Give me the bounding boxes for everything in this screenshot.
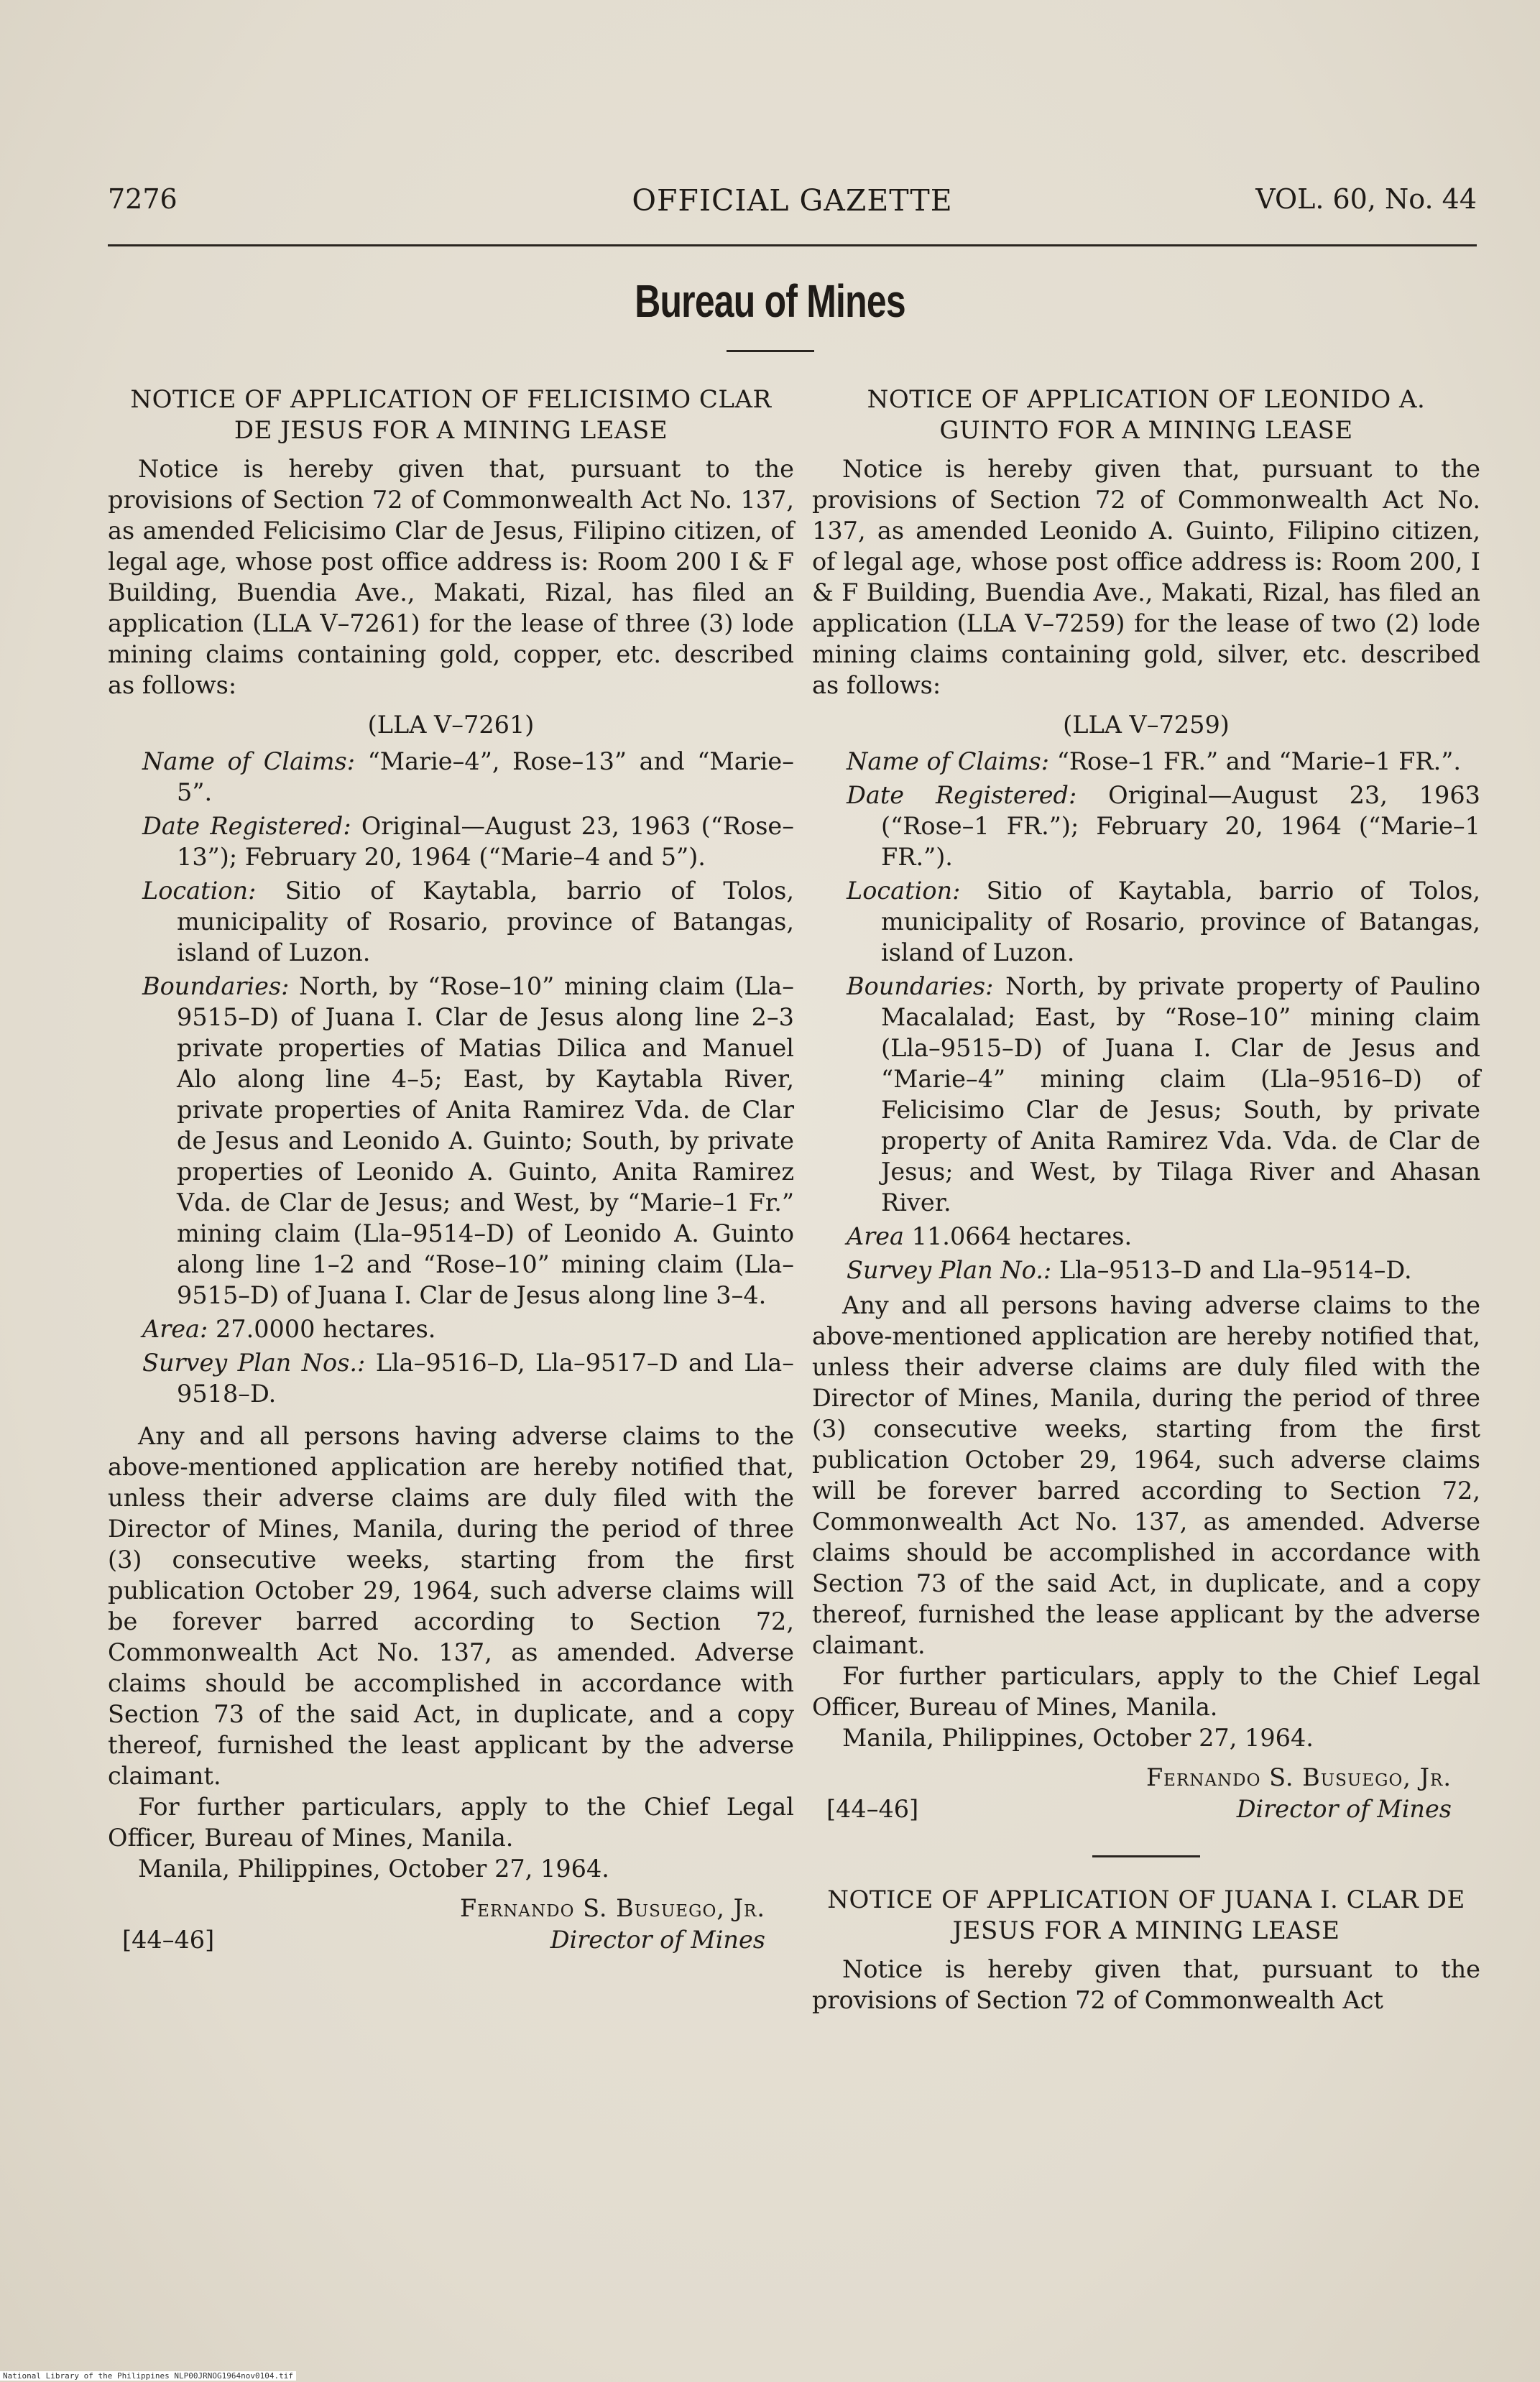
- notice-intro: Notice is hereby given that, pursuant to the provisions of Section 72 of Commonwealth Act No. 137, as amended Felicisimo Clar de Jesus, Filipino citizen, of legal age, whose post office address is: Room 200 I & F Building, Buendia Ave., Makati, Rizal, has filed an application (LLA V–7261) for the lease of three (3) lode mining claims containing gold, copper, etc. described as follows:: [108, 455, 794, 699]
- volume-label: VOL. 60, No. 44: [1255, 183, 1477, 215]
- signer-title: Director of Mines: [550, 1926, 765, 1954]
- signer-name: Fernando S. Busuego, Jr.: [459, 1894, 765, 1922]
- dateline: Manila, Philippines, October 27, 1964.: [842, 1724, 1314, 1752]
- signer-title: Director of Mines: [1236, 1795, 1452, 1823]
- date-text: Original—August 23, 1963 (“Rose–13”); February 20, 1964 (“Marie–4 and 5”).: [177, 812, 794, 871]
- boundaries-text: North, by “Rose–10” mining claim (Lla–9515–D) of Juana I. Clar de Jesus along line 2–3 private properties of Matias Dilica and Manuel Alo along line 4–5; East, by Kaytabla River, private properties of Anita Ramirez Vda. de Clar de Jesus and Leonido A. Guinto; South, by private properties of Leonido A. Guinto, Anita Ramirez Vda. de Clar de Jesus; and West, by “Marie–1 Fr.” mining claim (Lla–9514–D) of Leonido A. Guinto along line 1–2 and “Rose–10” mining claim (Lla–9515–D) of Juana I. Clar de Jesus along line 3–4.: [177, 972, 794, 1309]
- notice-title: NOTICE OF APPLICATION OF FELICISIMO CLAR DE JESUS FOR A MINING LEASE: [130, 385, 772, 445]
- signature-block: [108, 1894, 794, 1960]
- claims-text: “Marie–4”, Rose–13” and “Marie–5”.: [177, 747, 794, 806]
- location-text: Sitio of Kaytabla, barrio of Tolos, municipality of Rosario, province of Batangas, island of Luzon.: [881, 877, 1480, 966]
- further-particulars: For further particulars, apply to the Chief Legal Officer, Bureau of Mines, Manila.: [812, 1662, 1480, 1721]
- survey-label: Survey Plan No.:: [847, 1256, 1052, 1284]
- claims-entry: [108, 746, 794, 808]
- header-rule: [108, 244, 1477, 246]
- location-label: Location:: [142, 877, 257, 905]
- boundaries-text: North, by private property of Paulino Macalalad; East, by “Rose–10” mining claim (Lla–9515–D) of Juana I. Clar de Jesus and “Marie–4” mining claim (Lla–9516–D) of Felicisimo Clar de Jesus; South, by private property of Anita Ramirez Vda. Vda. de Clar de Jesus; and West, by Tilaga River and Ahasan River.: [881, 972, 1480, 1217]
- location-entry: [812, 875, 1480, 968]
- adverse-claims-paragraph: Any and all persons having adverse claims to the above-mentioned application are hereby notified that, unless their adverse claims are duly filed with the Director of Mines, Manila, during the period of three (3) consecutive weeks, starting from the first publication October 29, 1964, such adverse claims will be forever barred according to Section 72, Commonwealth Act No. 137, as amended. Adverse claims should be accomplished in accordance with Section 73 of the said Act, in duplicate, and a copy thereof, furnished the lease applicant by the adverse claimant.: [812, 1291, 1480, 1659]
- notice-title: NOTICE OF APPLICATION OF LEONIDO A. GUINTO FOR A MINING LEASE: [867, 385, 1426, 445]
- scan-credit: National Library of the Philippines NLP00JRNOG1964nov0104.tif: [0, 2371, 296, 2381]
- page-number: 7276: [108, 183, 177, 215]
- boundaries-label: Boundaries:: [142, 972, 290, 1000]
- notice-intro: Notice is hereby given that, pursuant to the provisions of Section 72 of Commonwealth Act: [812, 1955, 1480, 2014]
- left-column: [108, 384, 794, 1960]
- boundaries-entry: [108, 971, 794, 1311]
- section-title: Bureau of Mines: [635, 275, 905, 327]
- notice-separator: [1092, 1855, 1200, 1857]
- lla-number: (LLA V–7259): [1063, 711, 1230, 739]
- notice-intro: Notice is hereby given that, pursuant to the provisions of Section 72 of Commonwealth Act No. 137, as amended Leonido A. Guinto, Filipino citizen, of legal age, whose post office address is: Room 200, I & F Building, Buendia Ave., Makati, Rizal, has filed an application (LLA V–7259) for the lease of two (2) lode mining claims containing gold, silver, etc. described as follows:: [812, 455, 1480, 699]
- area-label: Area: [847, 1222, 905, 1250]
- survey-text: Lla–9516–D, Lla–9517–D and Lla–9518–D.: [177, 1349, 794, 1408]
- further-particulars: For further particulars, apply to the Chief Legal Officer, Bureau of Mines, Manila.: [108, 1793, 794, 1852]
- boundaries-label: Boundaries:: [847, 972, 994, 1000]
- signer-name: Fernando S. Busuego, Jr.: [1145, 1763, 1452, 1791]
- area-entry: [108, 1314, 794, 1344]
- date-entry: [812, 780, 1480, 872]
- page-header: [108, 183, 1477, 226]
- survey-entry: [108, 1347, 794, 1409]
- issue-reference: [44–46]: [826, 1795, 919, 1823]
- area-entry: [812, 1221, 1480, 1252]
- adverse-claims-paragraph: Any and all persons having adverse claims to the above-mentioned application are hereby notified that, unless their adverse claims are duly filed with the Director of Mines, Manila, during the period of three (3) consecutive weeks, starting from the first publication October 29, 1964, such adverse claims will be forever barred according to Section 72, Commonwealth Act No. 137, as amended. Adverse claims should be accomplished in accordance with Section 73 of the said Act, in duplicate, and a copy thereof, furnished the least applicant by the adverse claimant.: [108, 1422, 794, 1790]
- date-entry: [108, 811, 794, 872]
- date-label: Date Registered:: [142, 812, 351, 840]
- survey-entry: [812, 1255, 1480, 1285]
- location-entry: [108, 875, 794, 968]
- claims-label: Name of Claims:: [847, 747, 1050, 775]
- dateline: Manila, Philippines, October 27, 1964.: [138, 1855, 609, 1883]
- claims-entry: [812, 746, 1480, 777]
- survey-label: Survey Plan Nos.:: [142, 1349, 366, 1377]
- claims-label: Name of Claims:: [142, 747, 356, 775]
- location-label: Location:: [847, 877, 961, 905]
- area-text: 11.0664 hectares.: [911, 1222, 1133, 1250]
- issue-reference: [44–46]: [122, 1926, 215, 1954]
- area-text: 27.0000 hectares.: [215, 1315, 436, 1343]
- notice-title: NOTICE OF APPLICATION OF JUANA I. CLAR DE JESUS FOR A MINING LEASE: [827, 1885, 1465, 1945]
- survey-text: Lla–9513–D and Lla–9514–D.: [1059, 1256, 1412, 1284]
- boundaries-entry: [812, 971, 1480, 1218]
- section-title-rule: [727, 350, 814, 352]
- area-label: Area:: [142, 1315, 208, 1343]
- lla-number: (LLA V–7261): [367, 711, 535, 739]
- right-column: [812, 384, 1480, 2016]
- signature-block: [812, 1763, 1480, 1829]
- date-label: Date Registered:: [847, 781, 1077, 809]
- location-text: Sitio of Kaytabla, barrio of Tolos, municipality of Rosario, province of Batangas, island of Luzon.: [177, 877, 794, 966]
- date-text: Original—August 23, 1963 (“Rose–1 FR.”); February 20, 1964 (“Marie–1 FR.”).: [881, 781, 1481, 871]
- claims-text: “Rose–1 FR.” and “Marie–1 FR.”.: [1056, 747, 1462, 775]
- publication-title: OFFICIAL GAZETTE: [632, 183, 953, 218]
